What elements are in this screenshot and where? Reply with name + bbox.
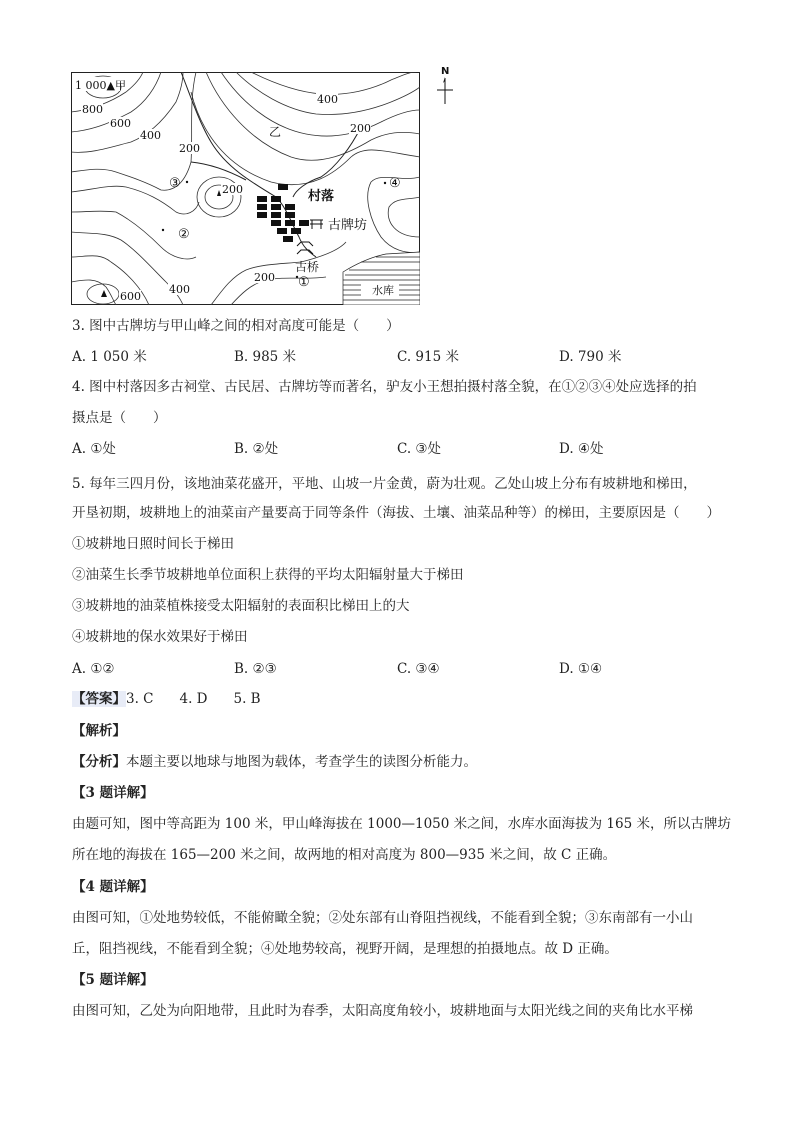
answer-3: 3. C — [126, 691, 154, 707]
north-label: N — [441, 66, 450, 77]
detail-3-line-1: 由题可知，图中等高距为 100 米，甲山峰海拔在 1000—1050 米之间，水库水面海拔为 165 米，所以古牌坊 — [72, 816, 731, 832]
detail-5-line-1: 由图可知，乙处为向阳地带，且此时为春季，太阳高度角较小，坡耕地面与太阳光线之间的夹角比水平梯 — [72, 1003, 693, 1019]
answer-5: 5. B — [233, 691, 261, 707]
q3-option-d: D. 790 米 — [559, 349, 622, 365]
bridge-label: 古桥 — [295, 260, 320, 274]
point-dot — [186, 181, 188, 183]
point-2-label: ② — [178, 227, 190, 242]
q5-statement-4: ④坡耕地的保水效果好于梯田 — [72, 629, 248, 645]
q5-statement-1: ①坡耕地日照时间长于梯田 — [72, 536, 234, 552]
q4-option-b: B. ②处 — [234, 441, 279, 457]
fenxi-tag: 【分析】 — [72, 754, 126, 770]
point-dot — [162, 229, 164, 231]
q4-option-c: C. ③处 — [397, 441, 442, 457]
detail-4-heading: 【4 题详解】 — [72, 879, 154, 895]
q5-option-b: B. ②③ — [234, 661, 277, 677]
detail-5-heading: 【5 题详解】 — [72, 972, 154, 988]
analysis-summary — [72, 752, 477, 772]
detail-4-line-2: 丘，阻挡视线，不能看到全貌；④处地势较高，视野开阔，是理想的拍摄地点。故 D 正确。 — [72, 941, 618, 957]
q5-statement-3: ③坡耕地的油菜植株接受太阳辐射的表面积比梯田上的大 — [72, 598, 410, 614]
contour-label: 400 — [317, 93, 338, 106]
point-4-label: ④ — [389, 176, 401, 191]
q5-option-a: A. ①② — [72, 661, 115, 677]
q3-option-a: A. 1 050 米 — [72, 349, 147, 365]
north-arrow — [434, 64, 458, 108]
q3-option-b: B. 985 米 — [234, 349, 297, 365]
detail-3-line-2: 所在地的海拔在 165—200 米之间，故两地的相对高度为 800—935 米之间，故 C 正确。 — [72, 847, 617, 863]
q5-statement-2: ②油菜生长季节坡耕地单位面积上获得的平均太阳辐射量大于梯田 — [72, 567, 464, 583]
archway-label: 古牌坊 — [328, 218, 368, 233]
answer-line — [72, 689, 261, 709]
q4-option-a: A. ①处 — [72, 441, 116, 457]
answer-tag: 【答案】 — [72, 691, 126, 707]
question-3-stem: 3. 图中古牌坊与甲山峰之间的相对高度可能是（ ） — [72, 318, 400, 334]
detail-3-heading: 【3 题详解】 — [72, 785, 154, 801]
q4-option-d: D. ④处 — [559, 441, 604, 457]
q5-option-c: C. ③④ — [397, 661, 440, 677]
point-3-label: ③ — [169, 176, 181, 191]
point-dot — [384, 182, 386, 184]
yi-label: 乙 — [269, 125, 282, 139]
reservoir-label: 水库 — [372, 284, 394, 297]
hill-contour-label: 200 — [222, 183, 243, 196]
answer-4: 4. D — [179, 691, 208, 707]
contour-label: 200 — [254, 271, 275, 284]
question-5-stem-cont: 开垦初期，坡耕地上的油菜亩产量要高于同等条件（海拔、土壤、油菜品种等）的梯田，主要原因是（ ） — [72, 505, 720, 521]
point-1-label: ① — [298, 275, 310, 290]
contour-label: 400 — [140, 129, 161, 142]
peak-jia-label: 1 000▲甲 — [75, 79, 126, 92]
q5-option-d: D. ①④ — [559, 661, 603, 677]
contour-label: 600 — [110, 117, 131, 130]
fenxi-text: 本题主要以地球与地图为载体，考查学生的读图分析能力。 — [126, 754, 477, 770]
village-label: 村落 — [308, 189, 335, 204]
topographic-map — [71, 72, 420, 305]
contour-label: 600 — [120, 290, 141, 303]
contour-label: 400 — [169, 283, 190, 296]
question-4-stem-cont: 摄点是（ ） — [72, 410, 167, 426]
question-4-stem: 4. 图中村落因多古祠堂、古民居、古牌坊等而著名，驴友小王想拍摄村落全貌，在①②③④处应选择的拍 — [72, 379, 697, 395]
detail-4-line-1: 由图可知，①处地势较低，不能俯瞰全貌；②处东部有山脊阻挡视线，不能看到全貌；③东南部有一小山 — [72, 910, 693, 926]
contour-label: 800 — [82, 103, 103, 116]
question-5-stem: 5. 每年三四月份，该地油菜花盛开，平地、山坡一片金黄，蔚为壮观。乙处山坡上分布有坡耕地和梯田， — [72, 476, 697, 492]
contour-label: 200 — [350, 122, 371, 135]
analysis-tag: 【解析】 — [72, 723, 126, 739]
q3-option-c: C. 915 米 — [397, 349, 459, 365]
contour-label: 200 — [179, 142, 200, 155]
